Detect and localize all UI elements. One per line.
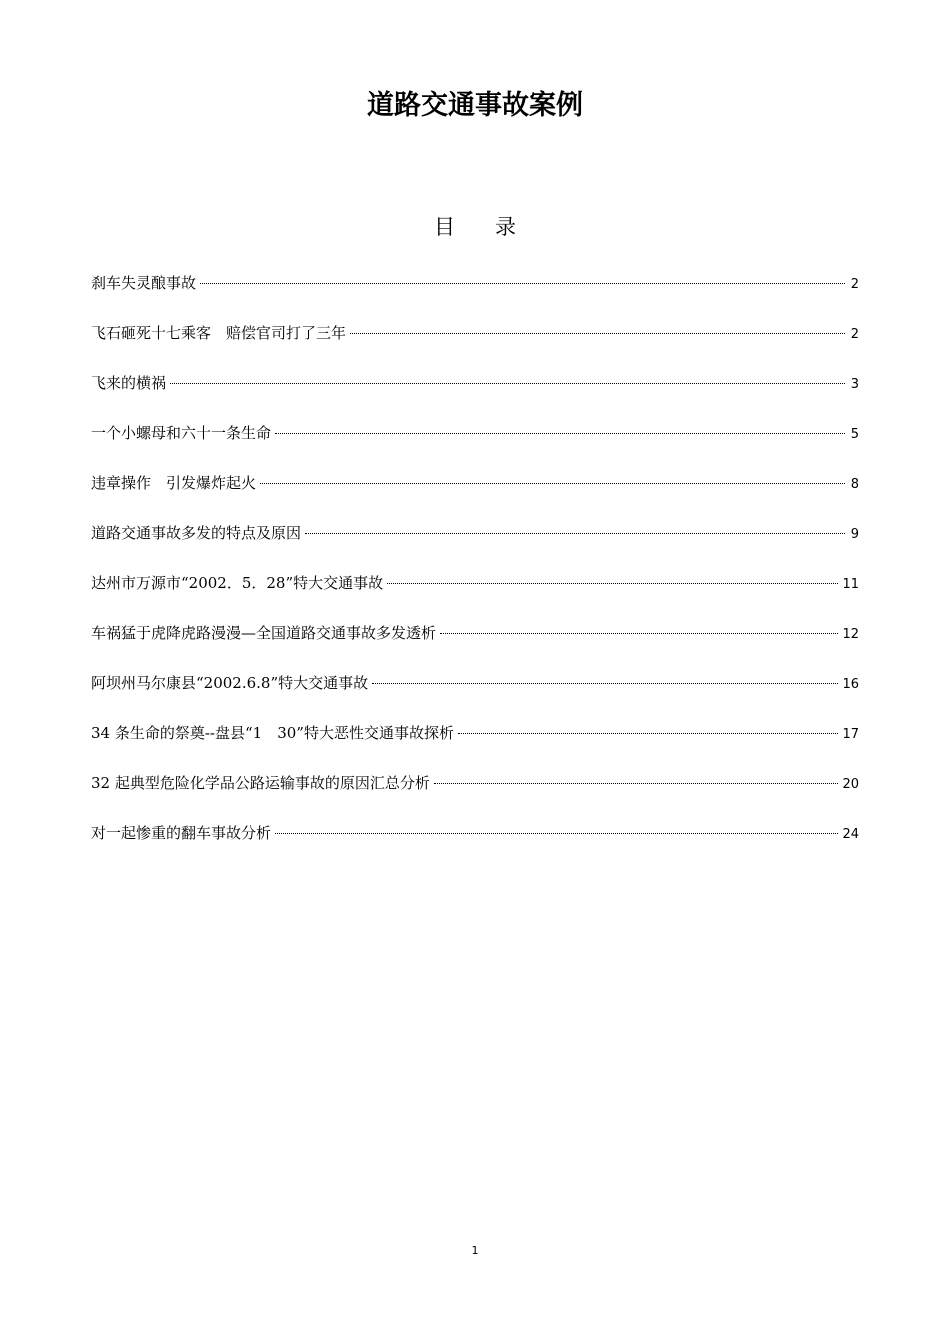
toc-entry-page: 20 [842, 777, 859, 792]
page-number: 1 [471, 1244, 479, 1257]
toc-entry-page: 2 [850, 327, 859, 342]
toc-leader-dots [275, 833, 838, 834]
toc-entry[interactable] [91, 770, 859, 820]
toc-entry[interactable] [91, 820, 859, 870]
toc-entry-title: 一个小螺母和六十一条生命 [91, 424, 272, 442]
document-title: 道路交通事故案例 [367, 90, 583, 121]
toc-entry[interactable] [91, 420, 859, 470]
toc-leader-dots [458, 733, 838, 734]
toc-entry[interactable] [91, 570, 859, 620]
toc-leader-dots [440, 633, 838, 634]
toc-entry-title: 道路交通事故多发的特点及原因 [91, 524, 302, 542]
toc-leader-dots [305, 533, 845, 534]
toc-entry[interactable] [91, 720, 859, 770]
toc-entry-page: 24 [842, 827, 859, 842]
toc-entry-page: 16 [842, 677, 859, 692]
toc-entry[interactable] [91, 370, 859, 420]
toc-entry-title: 32 起典型危险化学品公路运输事故的原因汇总分析 [91, 774, 430, 792]
toc-entry[interactable] [91, 470, 859, 520]
toc-entry-title: 阿坝州马尔康县“2002.6.8”特大交通事故 [91, 674, 369, 692]
toc-entry-title: 刹车失灵酿事故 [91, 274, 197, 292]
toc-entry-page: 9 [850, 527, 859, 542]
toc-entry-title: 飞来的横祸 [91, 374, 167, 392]
toc-leader-dots [434, 783, 839, 784]
toc-entry-page: 2 [850, 277, 859, 292]
toc-entry-title: 达州市万源市“2002．5．28”特大交通事故 [91, 574, 384, 592]
toc-entry[interactable] [91, 320, 859, 370]
toc-entry-page: 11 [842, 577, 859, 592]
toc-leader-dots [260, 483, 845, 484]
toc-entry-title: 34 条生命的祭奠--盘县“1 30”特大恶性交通事故探析 [91, 724, 454, 742]
toc-heading: 目录 [434, 215, 556, 239]
toc-entry[interactable] [91, 520, 859, 570]
toc-leader-dots [372, 683, 838, 684]
toc-entry[interactable] [91, 670, 859, 720]
toc-entry-title: 车祸猛于虎降虎路漫漫—全国道路交通事故多发透析 [91, 624, 437, 642]
toc-entry-page: 8 [850, 477, 859, 492]
toc-entry[interactable] [91, 620, 859, 670]
toc-entry-title: 对一起惨重的翻车事故分析 [91, 824, 272, 842]
table-of-contents [91, 270, 859, 870]
toc-entry-page: 12 [842, 627, 859, 642]
toc-leader-dots [350, 333, 845, 334]
toc-entry-title: 违章操作 引发爆炸起火 [91, 474, 257, 492]
toc-entry-page: 5 [850, 427, 859, 442]
toc-entry-title: 飞石砸死十七乘客 赔偿官司打了三年 [91, 324, 347, 342]
toc-leader-dots [170, 383, 845, 384]
toc-leader-dots [275, 433, 845, 434]
toc-leader-dots [200, 283, 845, 284]
toc-leader-dots [387, 583, 838, 584]
toc-entry[interactable] [91, 270, 859, 320]
toc-entry-page: 3 [850, 377, 859, 392]
toc-entry-page: 17 [842, 727, 859, 742]
